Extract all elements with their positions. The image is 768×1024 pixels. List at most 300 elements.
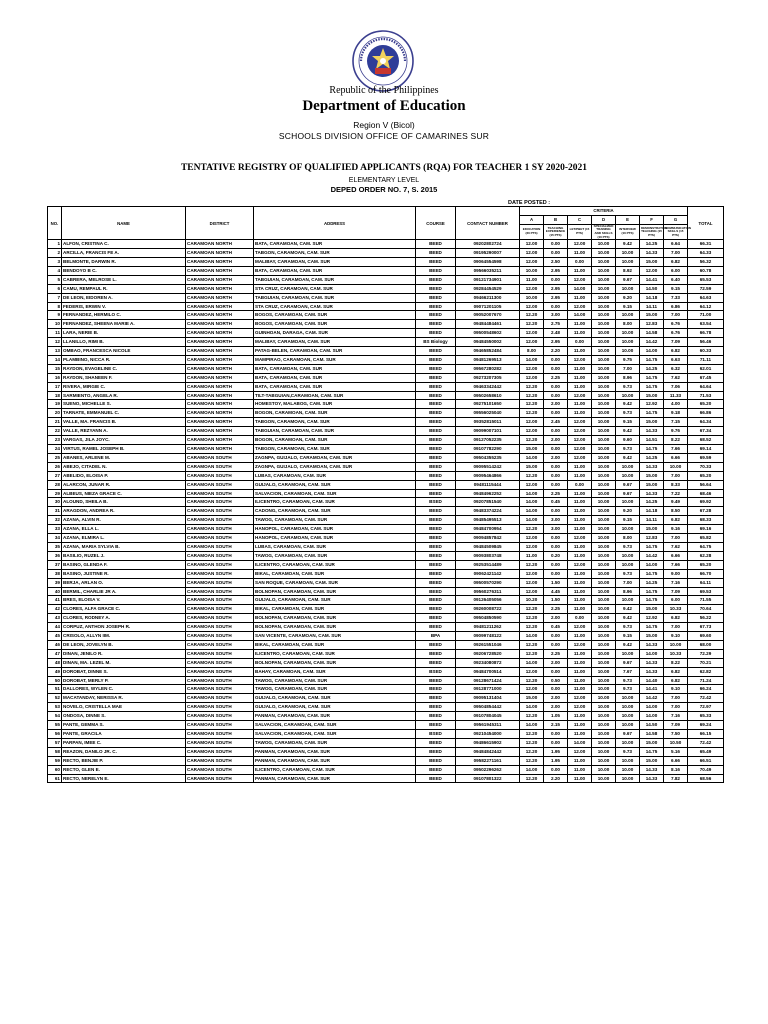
table-row <box>48 418 724 427</box>
cell-criteria-e: 9.42 <box>616 605 640 614</box>
cell-criteria-g: 7.06 <box>664 382 688 391</box>
cell-criteria-f: 14.00 <box>640 712 664 721</box>
cell-criteria-d: 10.00 <box>592 409 616 418</box>
cell-name: DE LEON, JOVELYN B. <box>62 640 186 649</box>
cell-total: 71.53 <box>688 391 724 400</box>
cell-criteria-c: 12.00 <box>568 391 592 400</box>
cell-name: ONDOSA, DINNE S. <box>62 712 186 721</box>
cell-criteria-g: 7.09 <box>664 587 688 596</box>
cell-contact: 09099007101 <box>456 427 520 436</box>
order-line: DEPED ORDER NO. 7, S. 2015 <box>330 185 438 194</box>
cell-criteria-b: 0.00 <box>544 364 568 373</box>
cell-name: FERNANDEZ, HERMILO C. <box>62 311 186 320</box>
cell-criteria-g: 6.00 <box>664 266 688 275</box>
cell-address: TAWOG, CARAMOAN, CAM. SUR <box>254 516 416 525</box>
cell-criteria-b: 2.20 <box>544 774 568 783</box>
cell-criteria-b: 0.45 <box>544 498 568 507</box>
cell-criteria-g: 8.22 <box>664 658 688 667</box>
cell-contact: 09484962252 <box>456 489 520 498</box>
table-row <box>48 489 724 498</box>
cell-total: 66.86 <box>688 409 724 418</box>
cell-course: BEED <box>416 774 456 783</box>
cell-criteria-g: 6.76 <box>664 329 688 338</box>
col-criteria: CRITERIA <box>520 207 688 216</box>
cell-criteria-g: 6.82 <box>664 676 688 685</box>
cell-criteria-g: 10.33 <box>664 649 688 658</box>
cell-course: BEED <box>416 507 456 516</box>
cell-course: BEED <box>416 293 456 302</box>
cell-address: BIKAL, CARAMOAN, CAM. SUR <box>254 605 416 614</box>
cell-criteria-a: 14.00 <box>520 632 544 641</box>
cell-criteria-c: 0.00 <box>568 338 592 347</box>
cell-address: TAWOG, CARAMOAN, CAM. SUR <box>254 685 416 694</box>
cell-criteria-f: 14.58 <box>640 329 664 338</box>
cell-criteria-d: 10.00 <box>592 355 616 364</box>
table-row <box>48 400 724 409</box>
cell-district: CARAMOAN SOUTH <box>186 516 254 525</box>
cell-criteria-c: 14.00 <box>568 284 592 293</box>
cell-contact: 09260008722 <box>456 605 520 614</box>
cell-address: TABGUIAN, CARAMOAN, CAM. SUR <box>254 293 416 302</box>
cell-no: 58 <box>48 747 62 756</box>
cell-criteria-c: 11.00 <box>568 249 592 258</box>
cell-contact: 09107801322 <box>456 774 520 783</box>
cell-criteria-b: 0.00 <box>544 534 568 543</box>
cell-criteria-g: 6.82 <box>664 257 688 266</box>
table-row <box>48 293 724 302</box>
cell-district: CARAMOAN SOUTH <box>186 623 254 632</box>
cell-course: BEED <box>416 534 456 543</box>
cell-course: BEED <box>416 329 456 338</box>
table-row <box>48 667 724 676</box>
cell-criteria-d: 10.00 <box>592 257 616 266</box>
cell-criteria-e: 9.42 <box>616 240 640 249</box>
cell-contact: 09128771000 <box>456 685 520 694</box>
cell-criteria-b: 0.00 <box>544 685 568 694</box>
cell-name: RECTO, NERELYN E. <box>62 774 186 783</box>
table-row <box>48 498 724 507</box>
cell-criteria-d: 10.00 <box>592 605 616 614</box>
cell-criteria-g: 7.16 <box>664 712 688 721</box>
cell-criteria-e: 10.00 <box>616 249 640 258</box>
cell-criteria-e: 9.15 <box>616 418 640 427</box>
cell-criteria-e: 9.15 <box>616 632 640 641</box>
criteria-label: EDUCATION (20 PTS) <box>520 224 544 239</box>
cell-criteria-e: 10.00 <box>616 284 640 293</box>
registry-table <box>47 206 724 783</box>
cell-district: CARAMOAN SOUTH <box>186 738 254 747</box>
cell-district: CARAMOAN SOUTH <box>186 596 254 605</box>
cell-total: 68.56 <box>688 774 724 783</box>
cell-criteria-a: 12.20 <box>520 525 544 534</box>
cell-criteria-b: 0.00 <box>544 765 568 774</box>
table-row <box>48 462 724 471</box>
cell-criteria-c: 11.00 <box>568 462 592 471</box>
cell-name: VALLE, MA. FRANCIS B. <box>62 418 186 427</box>
cell-contact: 09275101650 <box>456 400 520 409</box>
cell-total: 64.12 <box>688 302 724 311</box>
cell-criteria-b: 2.00 <box>544 400 568 409</box>
cell-name: AZANA, ELLA L. <box>62 525 186 534</box>
cell-criteria-c: 11.00 <box>568 578 592 587</box>
table-row <box>48 436 724 445</box>
cell-no: 32 <box>48 516 62 525</box>
table-row <box>48 347 724 356</box>
col-district: DISTRICT <box>186 207 254 240</box>
cell-criteria-e: 10.00 <box>616 649 640 658</box>
cell-total: 65.20 <box>688 400 724 409</box>
cell-criteria-f: 14.33 <box>640 249 664 258</box>
cell-criteria-g: 9.76 <box>664 427 688 436</box>
document-title: TENTATIVE REGISTRY OF QUALIFIED APPLICANTS (RQA) FOR TEACHER 1 SY 2020-2021 <box>180 163 588 173</box>
cell-criteria-a: 12.20 <box>520 560 544 569</box>
cell-criteria-c: 11.00 <box>568 596 592 605</box>
cell-course: BS Biology <box>416 338 456 347</box>
cell-address: TILT-TABGUIAN,CARAMOAN, CAM. SUR <box>254 391 416 400</box>
table-row <box>48 409 724 418</box>
cell-criteria-g: 7.66 <box>664 445 688 454</box>
table-row <box>48 676 724 685</box>
cell-course: BEED <box>416 587 456 596</box>
cell-address: ILICENTRO, CARAMOAN, CAM. SUR <box>254 498 416 507</box>
table-body <box>48 240 724 783</box>
cell-district: CARAMOAN SOUTH <box>186 614 254 623</box>
cell-contact: 09095514242 <box>456 462 520 471</box>
cell-total: 65.53 <box>688 275 724 284</box>
cell-course: BEED <box>416 462 456 471</box>
table-row <box>48 311 724 320</box>
cell-criteria-b: 2.00 <box>544 694 568 703</box>
table-row <box>48 730 724 739</box>
cell-criteria-b: 4.45 <box>544 587 568 596</box>
cell-criteria-d: 10.00 <box>592 738 616 747</box>
cell-criteria-a: 12.00 <box>520 364 544 373</box>
cell-criteria-f: 14.33 <box>640 489 664 498</box>
cell-criteria-e: 10.00 <box>616 551 640 560</box>
cell-address: MALIBAY, CARAMOAN, CAM. SUR <box>254 338 416 347</box>
cell-contact: 09566035211 <box>456 266 520 275</box>
table-row <box>48 542 724 551</box>
cell-criteria-e: 9.73 <box>616 409 640 418</box>
cell-criteria-e: 9.73 <box>616 676 640 685</box>
cell-criteria-d: 10.00 <box>592 640 616 649</box>
table-row <box>48 329 724 338</box>
cell-no: 42 <box>48 605 62 614</box>
cell-contact: 09463342442 <box>456 382 520 391</box>
cell-criteria-e: 9.15 <box>616 516 640 525</box>
table-row <box>48 640 724 649</box>
cell-course: BEED <box>416 685 456 694</box>
cell-criteria-g: 7.22 <box>664 489 688 498</box>
cell-criteria-e: 10.00 <box>616 347 640 356</box>
table-row <box>48 516 724 525</box>
cell-criteria-f: 12.83 <box>640 320 664 329</box>
cell-criteria-d: 10.00 <box>592 596 616 605</box>
cell-criteria-g: 9.16 <box>664 525 688 534</box>
cell-criteria-f: 14.25 <box>640 453 664 462</box>
cell-criteria-a: 14.00 <box>520 498 544 507</box>
cell-criteria-d: 10.00 <box>592 685 616 694</box>
cell-criteria-c: 12.00 <box>568 427 592 436</box>
cell-criteria-g: 6.76 <box>664 320 688 329</box>
cell-address: TABGUIAN, CARAMOAN, CAM. SUR <box>254 427 416 436</box>
cell-total: 71.00 <box>688 311 724 320</box>
cell-criteria-a: 12.20 <box>520 614 544 623</box>
col-name: NAME <box>62 207 186 240</box>
cell-criteria-f: 12.92 <box>640 400 664 409</box>
cell-course: BEED <box>416 391 456 400</box>
cell-contact: 09556025040 <box>456 409 520 418</box>
table-row <box>48 275 724 284</box>
cell-total: 64.63 <box>688 293 724 302</box>
cell-name: BASILIO, RUZEL J. <box>62 551 186 560</box>
cell-address: PANMAN, CARAMOAN, CAM. SUR <box>254 712 416 721</box>
table-row <box>48 658 724 667</box>
cell-contact: 09062421142 <box>456 569 520 578</box>
cell-criteria-d: 10.00 <box>592 649 616 658</box>
cell-criteria-a: 12.00 <box>520 480 544 489</box>
cell-district: CARAMOAN SOUTH <box>186 658 254 667</box>
cell-course: BEED <box>416 658 456 667</box>
criteria-label: LET/PBET (15 PTS) <box>568 224 592 239</box>
cell-criteria-a: 12.00 <box>520 685 544 694</box>
cell-total: 65.20 <box>688 471 724 480</box>
cell-address: SALVACION, CARAMOAN, CAM. SUR <box>254 721 416 730</box>
cell-name: DINAN, MA. LEZEL M. <box>62 658 186 667</box>
cell-total: 71.24 <box>688 676 724 685</box>
cell-criteria-e: 9.60 <box>616 436 640 445</box>
cell-criteria-g: 11.33 <box>664 391 688 400</box>
cell-no: 3 <box>48 257 62 266</box>
date-posted-label: DATE POSTED : <box>508 200 551 206</box>
cell-criteria-f: 14.00 <box>640 560 664 569</box>
cell-no: 12 <box>48 338 62 347</box>
cell-criteria-g: 7.00 <box>664 249 688 258</box>
cell-address: GUIJALO, CARAMOAN, CAM. SUR <box>254 694 416 703</box>
cell-criteria-e: 10.00 <box>616 525 640 534</box>
cell-course: BEED <box>416 525 456 534</box>
cell-criteria-g: 6.66 <box>664 756 688 765</box>
cell-criteria-d: 10.00 <box>592 364 616 373</box>
table-row <box>48 257 724 266</box>
cell-course: BEED <box>416 578 456 587</box>
republic-line: Republic of the Philippines <box>329 85 439 96</box>
cell-criteria-c: 11.00 <box>568 721 592 730</box>
cell-address: LUBAS, CARAMOAN, CAM. SUR <box>254 542 416 551</box>
cell-address: BATA, CARAMOAN, CAM. SUR <box>254 382 416 391</box>
cell-criteria-b: 0.00 <box>544 667 568 676</box>
cell-criteria-c: 11.00 <box>568 676 592 685</box>
cell-criteria-f: 14.11 <box>640 516 664 525</box>
cell-criteria-d: 10.00 <box>592 712 616 721</box>
cell-criteria-c: 11.00 <box>568 382 592 391</box>
cell-criteria-f: 14.33 <box>640 774 664 783</box>
cell-total: 64.75 <box>688 542 724 551</box>
cell-contact: 09261551046 <box>456 640 520 649</box>
cell-criteria-g: 6.66 <box>664 551 688 560</box>
cell-contact: 09484484461 <box>456 320 520 329</box>
cell-criteria-g: 10.33 <box>664 605 688 614</box>
cell-total: 67.73 <box>688 623 724 632</box>
cell-criteria-a: 12.00 <box>520 667 544 676</box>
cell-address: SAN VICENTE, CARAMOAN, CAM. SUR <box>254 632 416 641</box>
table-row <box>48 694 724 703</box>
cell-no: 33 <box>48 525 62 534</box>
cell-address: BIKAL, CARAMOAN, CAM. SUR <box>254 640 416 649</box>
cell-criteria-c: 12.00 <box>568 240 592 249</box>
cell-criteria-c: 12.00 <box>568 747 592 756</box>
cell-criteria-b: 1.50 <box>544 596 568 605</box>
cell-address: CADONG, CARAMOAN, CAM. SUR <box>254 507 416 516</box>
cell-no: 24 <box>48 445 62 454</box>
cell-course: BEED <box>416 382 456 391</box>
cell-total: 65.20 <box>688 560 724 569</box>
cell-criteria-b: 2.95 <box>544 266 568 275</box>
cell-criteria-e: 9.20 <box>616 507 640 516</box>
criteria-letter: F <box>640 215 664 224</box>
cell-criteria-e: 7.00 <box>616 578 640 587</box>
cell-criteria-a: 12.00 <box>520 427 544 436</box>
cell-criteria-g: 7.00 <box>664 703 688 712</box>
cell-address: TAWOG, CARAMOAN, CAM. SUR <box>254 738 416 747</box>
cell-criteria-b: 3.00 <box>544 525 568 534</box>
cell-criteria-d: 10.00 <box>592 587 616 596</box>
cell-criteria-b: 2.25 <box>544 489 568 498</box>
cell-criteria-f: 14.75 <box>640 623 664 632</box>
cell-total: 70.33 <box>688 462 724 471</box>
cell-name: BERMIL, CHARLIE JR A. <box>62 587 186 596</box>
cell-criteria-b: 3.00 <box>544 311 568 320</box>
cell-criteria-d: 10.00 <box>592 489 616 498</box>
cell-district: CARAMOAN NORTH <box>186 409 254 418</box>
cell-address: BOLNOPAN, CARAMOAN, CAM. SUR <box>254 623 416 632</box>
cell-criteria-f: 14.25 <box>640 240 664 249</box>
cell-district: CARAMOAN SOUTH <box>186 453 254 462</box>
cell-criteria-a: 12.20 <box>520 756 544 765</box>
cell-district: CARAMOAN SOUTH <box>186 507 254 516</box>
cell-district: CARAMOAN SOUTH <box>186 703 254 712</box>
cell-address: PANMAN, CARAMOAN, CAM. SUR <box>254 747 416 756</box>
cell-course: BEED <box>416 400 456 409</box>
cell-address: SALVACION, CARAMOAN, CAM. SUR <box>254 730 416 739</box>
cell-course: BEED <box>416 765 456 774</box>
cell-criteria-g: 10.00 <box>664 462 688 471</box>
cell-contact: 09486615902 <box>456 738 520 747</box>
cell-criteria-d: 10.00 <box>592 756 616 765</box>
cell-no: 4 <box>48 266 62 275</box>
cell-no: 28 <box>48 480 62 489</box>
cell-contact: 09099748122 <box>456 632 520 641</box>
cell-criteria-g: 8.33 <box>664 480 688 489</box>
cell-contact: 09052007670 <box>456 311 520 320</box>
cell-criteria-e: 9.42 <box>616 453 640 462</box>
cell-total: 60.33 <box>688 347 724 356</box>
cell-criteria-b: 0.00 <box>544 730 568 739</box>
cell-criteria-a: 12.20 <box>520 712 544 721</box>
cell-criteria-d: 10.00 <box>592 525 616 534</box>
cell-criteria-e: 10.00 <box>616 329 640 338</box>
cell-address: HANOPOL, CARAMOAN, CAM. SUR <box>254 525 416 534</box>
cell-no: 57 <box>48 738 62 747</box>
cell-address: ILICENTRO, CARAMOAN, CAM. SUR <box>254 765 416 774</box>
cell-contact: 09484700954 <box>456 525 520 534</box>
table-row <box>48 453 724 462</box>
cell-criteria-f: 15.00 <box>640 471 664 480</box>
cell-course: BEED <box>416 676 456 685</box>
cell-district: CARAMOAN NORTH <box>186 418 254 427</box>
cell-address: BOGOS, CARAMOAN, CAM. SUR <box>254 311 416 320</box>
cell-criteria-e: 10.00 <box>616 596 640 605</box>
cell-total: 72.59 <box>688 284 724 293</box>
cell-total: 66.51 <box>688 756 724 765</box>
cell-criteria-g: 8.22 <box>664 436 688 445</box>
cell-total: 69.59 <box>688 453 724 462</box>
cell-criteria-c: 11.00 <box>568 320 592 329</box>
cell-contact: 09126405056 <box>456 596 520 605</box>
cell-address: GUINHOAN, DARAGA, CAM. SUR <box>254 329 416 338</box>
cell-criteria-f: 14.50 <box>640 721 664 730</box>
cell-criteria-b: 2.45 <box>544 418 568 427</box>
cell-criteria-c: 11.00 <box>568 507 592 516</box>
cell-course: BEED <box>416 551 456 560</box>
cell-criteria-e: 9.73 <box>616 542 640 551</box>
cell-criteria-e: 9.67 <box>616 489 640 498</box>
cell-criteria-c: 11.00 <box>568 712 592 721</box>
cell-criteria-g: 7.00 <box>664 471 688 480</box>
cell-criteria-a: 12.00 <box>520 249 544 258</box>
cell-total: 64.11 <box>688 578 724 587</box>
cell-address: ILICENTRO, CARAMOAN, CAM. SUR <box>254 649 416 658</box>
cell-no: 52 <box>48 694 62 703</box>
table-row <box>48 756 724 765</box>
cell-criteria-e: 10.00 <box>616 703 640 712</box>
cell-contact: 09253514489 <box>456 560 520 569</box>
cell-address: SAN ROQUE, CARAMOAN, CAM. SUR <box>254 578 416 587</box>
table-header <box>48 207 724 240</box>
cell-district: CARAMOAN NORTH <box>186 338 254 347</box>
cell-district: CARAMOAN SOUTH <box>186 471 254 480</box>
cell-criteria-g: 7.50 <box>664 730 688 739</box>
cell-criteria-c: 11.00 <box>568 587 592 596</box>
cell-district: CARAMOAN SOUTH <box>186 694 254 703</box>
cell-criteria-d: 10.00 <box>592 249 616 258</box>
cell-criteria-d: 10.00 <box>592 658 616 667</box>
cell-criteria-f: 15.00 <box>640 738 664 747</box>
cell-contact: 09064554598 <box>456 257 520 266</box>
cell-district: CARAMOAN NORTH <box>186 275 254 284</box>
criteria-label: DEMONSTRATION TEACHING (15 PTS) <box>640 224 664 239</box>
cell-criteria-b: 0.00 <box>544 445 568 454</box>
cell-name: DE LEON, EIDOREN A. <box>62 293 186 302</box>
cell-criteria-b: 2.00 <box>544 703 568 712</box>
cell-criteria-d: 10.00 <box>592 445 616 454</box>
cell-criteria-a: 12.00 <box>520 240 544 249</box>
cell-criteria-e: 10.00 <box>616 560 640 569</box>
cell-district: CARAMOAN NORTH <box>186 400 254 409</box>
cell-no: 36 <box>48 551 62 560</box>
cell-criteria-b: 1.95 <box>544 747 568 756</box>
cell-no: 50 <box>48 676 62 685</box>
cell-contact: 09481269513 <box>456 355 520 364</box>
cell-no: 47 <box>48 649 62 658</box>
cell-address: GUIJALO, CARAMOAN, CAM. SUR <box>254 480 416 489</box>
cell-total: 60.78 <box>688 266 724 275</box>
cell-district: CARAMOAN NORTH <box>186 240 254 249</box>
cell-criteria-a: 14.00 <box>520 507 544 516</box>
cell-district: CARAMOAN SOUTH <box>186 712 254 721</box>
cell-criteria-e: 10.00 <box>616 694 640 703</box>
cell-course: BEED <box>416 355 456 364</box>
